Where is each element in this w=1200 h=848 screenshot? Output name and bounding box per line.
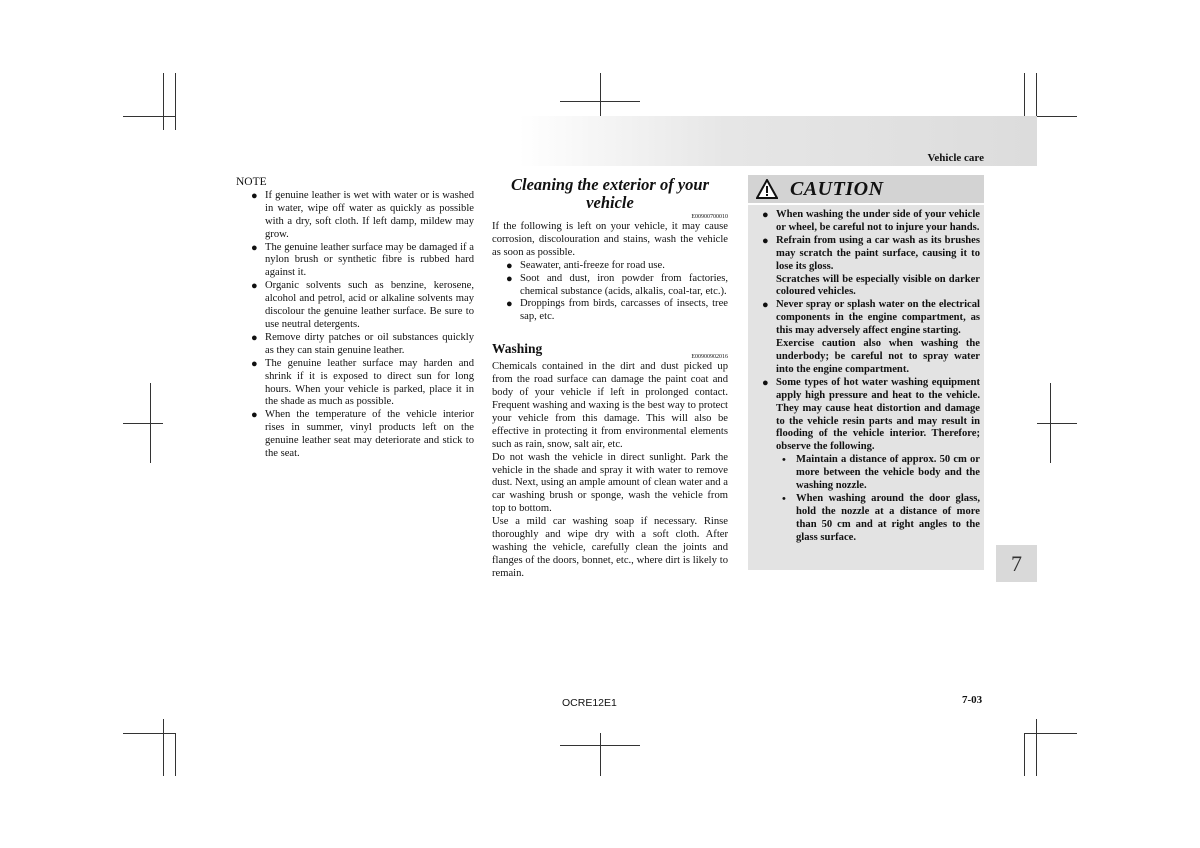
list-item: ● The genuine leather surface may harden and shrink if it is exposed to direct sun for long hours. When your vehicle is parked, place it in the shade as much as possible. <box>236 358 474 410</box>
list-item: ● Droppings from birds, carcasses of insects, tree sap, etc. <box>492 298 728 324</box>
section-title: Cleaning the exterior of your vehicle <box>510 175 709 212</box>
list-item: ● Organic solvents such as benzine, kerosene, alcohol and petrol, acid or alkaline solvents may discolour the genuine leather surface. Be sure to use neutral detergents. <box>236 280 474 332</box>
caution-body <box>748 205 984 545</box>
caution-sublist <box>776 454 980 544</box>
chapter-tab: 7 <box>996 545 1037 582</box>
intro-paragraph: If the following is left on your vehicle, it may cause corrosion, discolouration and stains, wash the vehicle as soon as possible. <box>492 221 728 258</box>
note-list <box>236 190 474 461</box>
list-item-extra: Exercise caution also when washing the underbody; be careful not to spray water into the engine compartment. <box>776 338 980 375</box>
caution-title: CAUTION <box>790 177 884 200</box>
reference-code: E00900700010 <box>691 214 728 220</box>
section-header-title: Vehicle care <box>927 152 984 164</box>
list-item: ● Remove dirty patches or oil substances quickly as they can stain genuine leather. <box>236 332 474 358</box>
list-item: ● Never spray or splash water on the electrical components in the engine compartment, as this may adversely affect engine starting. Exercise caution also when washing the underbody; be careful not to spray water into the engine compartment. <box>756 299 980 376</box>
list-item: ● If genuine leather is wet with water or is washed in water, wipe off water as quickly as possible with a dry, soft cloth. If left damp, mildew may grow. <box>236 190 474 242</box>
list-item: ● When the temperature of the vehicle interior rises in summer, vinyl products left on the genuine leather seat may deteriorate and stick to the seat. <box>236 409 474 461</box>
washing-paragraph: Chemicals contained in the dirt and dust picked up from the road surface can damage the paint coat and body of your vehicle if left in prolonged contact. Frequent washing and waxing is the best way to protect your vehicle from this damage. This will also be effective in protecting it from environmental elements such as rain, snow, salt air, etc. <box>492 361 728 450</box>
page-number: 7-03 <box>962 694 983 706</box>
sub-list-item: • When washing around the door glass, hold the nozzle at a distance of more than 50 cm and at right angles to the glass surface. <box>776 493 980 545</box>
caution-box <box>748 175 984 570</box>
caution-list <box>756 209 980 545</box>
list-item: ● When washing the under side of your vehicle or wheel, be careful not to injure your hands. <box>756 209 980 235</box>
warning-triangle-icon <box>756 179 778 199</box>
reference-code: E00900902016 <box>691 354 728 361</box>
list-item-extra: Scratches will be especially visible on darker coloured vehicles. <box>776 273 980 298</box>
exterior-column <box>492 176 728 581</box>
note-column <box>236 176 474 461</box>
note-label: NOTE <box>236 176 267 188</box>
footer-code: OCRE12E1 <box>562 697 617 709</box>
list-item: ● Refrain from using a car wash as its brushes may scratch the paint surface, causing it to lose its gloss. Scratches will be especially visible on darker coloured vehicles. <box>756 235 980 300</box>
caution-header <box>748 175 984 205</box>
washing-paragraph: Do not wash the vehicle in direct sunlight. Park the vehicle in the shade and spray it with water to remove dust. Next, using an ample amount of clean water and a car washing brush or sponge, wash the vehicle from top to bottom. <box>492 451 728 515</box>
list-item: ● Seawater, anti-freeze for road use. <box>492 260 728 273</box>
list-item: ● The genuine leather surface may be damaged if a nylon brush or synthetic fibre is rubbed hard against it. <box>236 242 474 281</box>
list-item: ● Soot and dust, iron powder from factories, chemical substance (acids, alkalis, coal-tar, etc.). <box>492 273 728 299</box>
sub-list-item: • Maintain a distance of approx. 50 cm or more between the vehicle body and the washing nozzle. <box>776 454 980 493</box>
washing-heading: Washing <box>492 341 543 357</box>
exterior-list <box>492 260 728 325</box>
washing-paragraph: Use a mild car washing soap if necessary. Rinse thoroughly and wipe dry with a soft cloth. After washing the vehicle, carefully clean the joints and flanges of the doors, bonnet, etc., where dirt is likely to remain. <box>492 516 728 579</box>
list-item: ● Some types of hot water washing equipment apply high pressure and heat to the vehicle. They may cause heat distortion and damage to the vehicle resin parts and may result in flooding of the vehicle interior. Therefore; observe the following. • Maintain a distance of approx. 50 cm or more between the vehicle body and the washing nozzle. • When washing around the door glass, hold the nozzle at a distance of more than 50 cm and at right angles to the glass surface. <box>756 377 980 545</box>
